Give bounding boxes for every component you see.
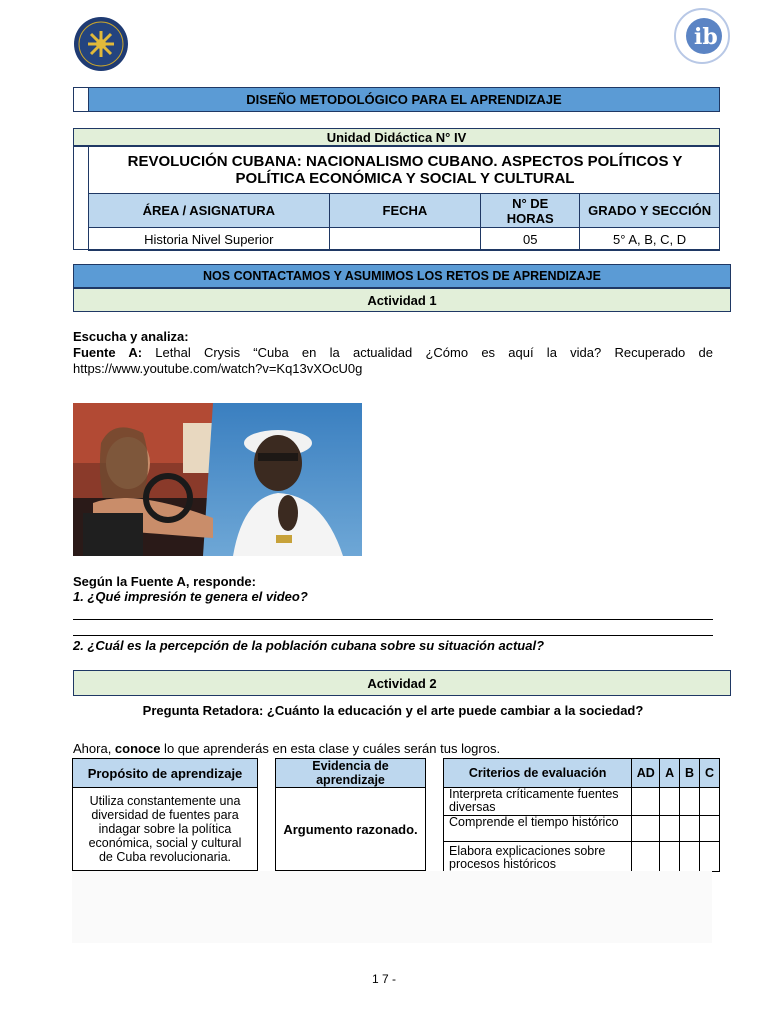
- unit-table: [88, 193, 720, 251]
- title-left-cell: [73, 87, 89, 112]
- check-1-b[interactable]: [680, 788, 700, 816]
- criterion-1: Interpreta críticamente fuentes diversas: [444, 788, 632, 816]
- check-2-b[interactable]: [680, 816, 700, 842]
- unit-title: REVOLUCIÓN CUBANA: NACIONALISMO CUBANO. ASPECTOS POLÍTICOS Y POLÍTICA ECONÓMICA Y SOCIAL Y CULTURAL: [127, 152, 683, 187]
- purpose-text: Utiliza constantemente una diversidad de fuentes para indagar sobre la política económica, social y cultural de Cuba revolucionaria.: [88, 794, 242, 864]
- col-area: ÁREA / ASIGNATURA: [89, 194, 330, 228]
- answer-line-1[interactable]: [73, 619, 713, 620]
- evidence-box: [275, 758, 426, 871]
- level-b: B: [680, 759, 700, 788]
- purpose-box: [72, 758, 258, 871]
- purpose-header: Propósito de aprendizaje: [73, 759, 257, 788]
- source-text: Lethal Crysis “Cuba en la actualidad ¿Cómo es aquí la vida? Recuperado de https://www.youtube.com/watch?v=Kq13vXOcU0g: [73, 345, 713, 376]
- section-title: NOS CONTACTAMOS Y ASUMIMOS LOS RETOS DE APRENDIZAJE: [73, 264, 731, 288]
- source-label: Fuente A:: [73, 345, 143, 360]
- criterion-3: Elabora explicaciones sobre procesos históricos: [444, 842, 632, 872]
- value-area: Historia Nivel Superior: [89, 228, 330, 251]
- ib-logo: [672, 8, 732, 64]
- check-2-a[interactable]: [660, 816, 680, 842]
- svg-text:ib: ib: [694, 24, 718, 50]
- value-grado: 5° A, B, C, D: [580, 228, 720, 251]
- level-ad: AD: [632, 759, 660, 788]
- value-fecha: [329, 228, 481, 251]
- question-2: 2. ¿Cuál es la percepción de la población cubana sobre su situación actual?: [73, 638, 545, 653]
- check-1-c[interactable]: [700, 788, 720, 816]
- answer-line-2[interactable]: [73, 635, 713, 636]
- check-1-a[interactable]: [660, 788, 680, 816]
- school-logo: [72, 16, 130, 72]
- intro-c: lo que aprenderás en esta clase y cuáles serán tus logros.: [160, 741, 501, 756]
- evidence-header: Evidencia de aprendizaje: [276, 759, 425, 788]
- evidence-text: Argumento razonado.: [283, 821, 418, 837]
- source-a: [73, 345, 713, 377]
- check-3-ad[interactable]: [632, 842, 660, 872]
- check-2-ad[interactable]: [632, 816, 660, 842]
- unit-label: Unidad Didáctica N° IV: [73, 128, 720, 146]
- col-horas: N° DE HORAS: [481, 194, 580, 228]
- respond-label: Según la Fuente A, responde:: [73, 574, 256, 589]
- source-a-photo: [73, 403, 362, 556]
- level-a: A: [660, 759, 680, 788]
- check-1-ad[interactable]: [632, 788, 660, 816]
- activity2-label: Actividad 2: [73, 670, 731, 696]
- criterion-2: Comprende el tiempo histórico: [444, 816, 632, 842]
- criteria-header: Criterios de evaluación: [444, 759, 632, 788]
- question-1: 1. ¿Qué impresión te genera el video?: [73, 589, 308, 604]
- check-3-c[interactable]: [700, 842, 720, 872]
- col-grado: GRADO Y SECCIÓN: [580, 194, 720, 228]
- criteria-table: [443, 758, 720, 872]
- check-3-a[interactable]: [660, 842, 680, 872]
- blank-area: [72, 871, 712, 943]
- activity1-label: Actividad 1: [73, 288, 731, 312]
- page-number: 1 7 -: [371, 972, 396, 986]
- check-2-c[interactable]: [700, 816, 720, 842]
- col-fecha: FECHA: [329, 194, 481, 228]
- unit-left-strip: [73, 146, 89, 250]
- activity1-heading: Escucha y analiza:: [73, 329, 189, 344]
- check-3-b[interactable]: [680, 842, 700, 872]
- intro-a: Ahora,: [73, 741, 115, 756]
- intro-b: conoce: [114, 741, 161, 756]
- main-title: DISEÑO METODOLÓGICO PARA EL APRENDIZAJE: [88, 87, 720, 112]
- level-c: C: [700, 759, 720, 788]
- challenge-question: Pregunta Retadora: ¿Cuánto la educación y el arte puede cambiar a la sociedad?: [142, 702, 644, 718]
- activity2-intro: [73, 741, 500, 756]
- value-horas: 05: [481, 228, 580, 251]
